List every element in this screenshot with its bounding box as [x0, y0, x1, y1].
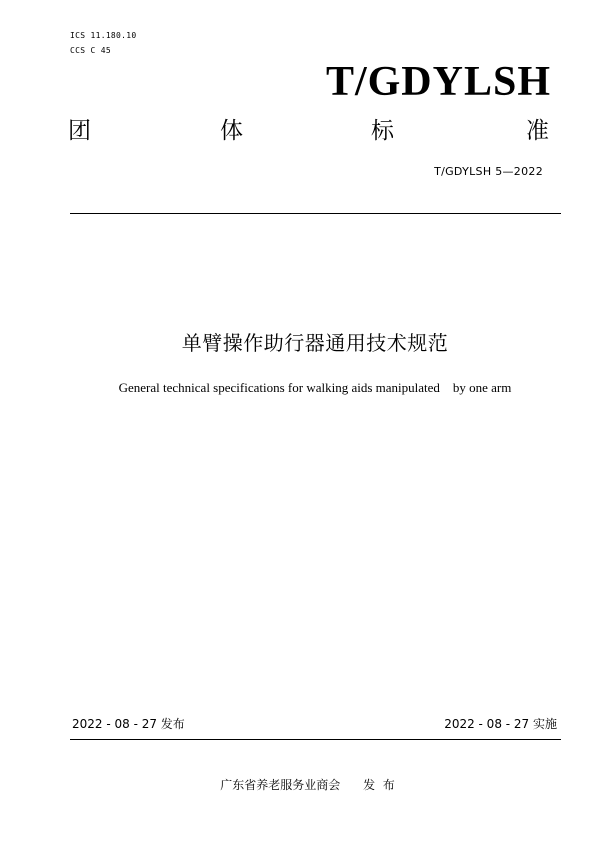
ics-code: ICS 11.180.10 — [70, 31, 137, 40]
document-title-chinese: 单臂操作助行器通用技术规范 — [181, 331, 449, 355]
footer-divider — [70, 739, 561, 740]
doc-type-char-1: 团 — [68, 118, 91, 144]
standard-number: T/GDYLSH 5—2022 — [434, 165, 543, 178]
standard-brand-code: T/GDYLSH — [325, 59, 551, 105]
issue-date: 2022 - 08 - 27 发布 — [72, 717, 185, 731]
doc-type-char-4: 准 — [526, 118, 549, 144]
header-divider — [70, 213, 561, 214]
doc-type-char-3: 标 — [371, 118, 394, 144]
document-title-english: General technical specifications for walking aids manipulated by one arm — [118, 380, 512, 395]
implementation-date: 2022 - 08 - 27 实施 — [444, 717, 557, 731]
publisher: 广东省养老服务业商会 发 布 — [220, 778, 395, 792]
ccs-code: CCS C 45 — [70, 46, 111, 55]
doc-type-char-2: 体 — [220, 118, 243, 144]
